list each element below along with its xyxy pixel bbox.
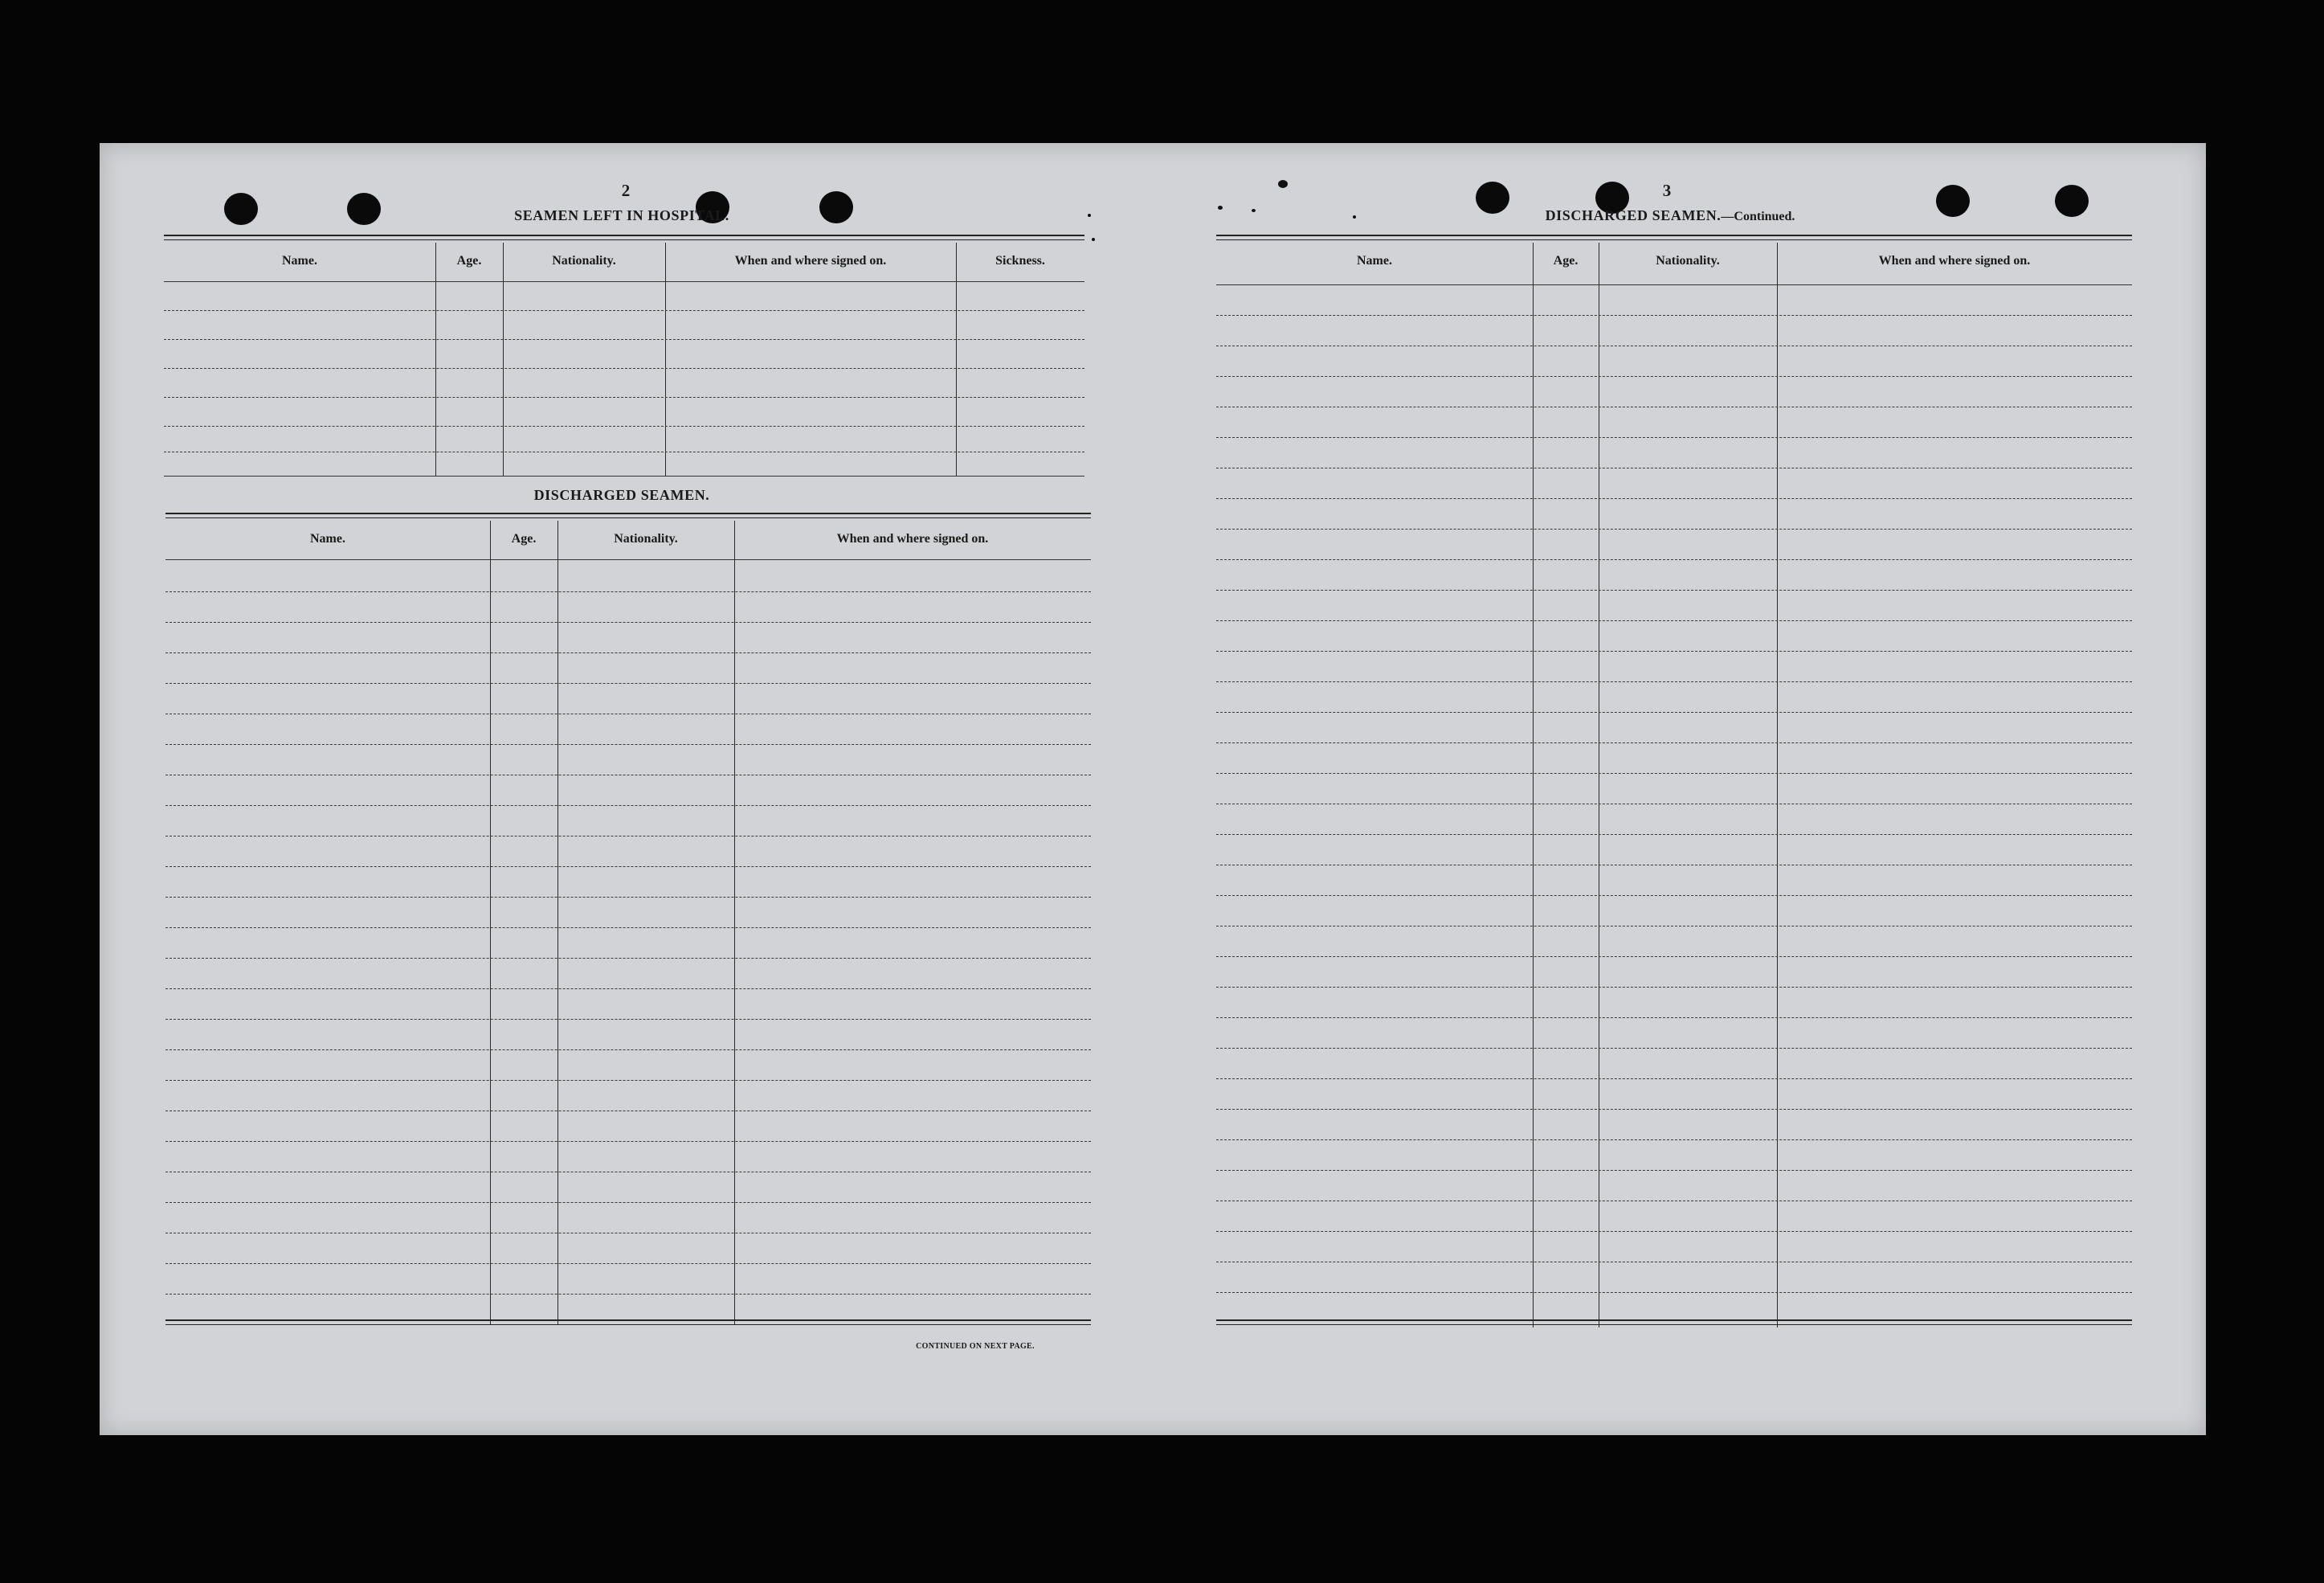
col-header-when-where: When and where signed on. xyxy=(734,254,887,268)
col-header-when-where: When and where signed on. xyxy=(836,532,989,546)
discharged-seamen-title: DISCHARGED SEAMEN. xyxy=(533,487,710,503)
punch-hole xyxy=(347,193,381,225)
punch-hole xyxy=(224,193,258,225)
col-header-name: Name. xyxy=(1357,254,1392,268)
ink-speck xyxy=(1088,214,1091,217)
col-header-sickness: Sickness. xyxy=(995,254,1045,268)
col-header-nationality: Nationality. xyxy=(1656,254,1720,268)
col-header-nationality: Nationality. xyxy=(614,532,678,546)
ink-speck xyxy=(1252,209,1256,212)
left-page-number: 2 xyxy=(621,181,631,200)
col-header-when-where: When and where signed on. xyxy=(1878,254,2031,268)
col-header-nationality: Nationality. xyxy=(552,254,616,268)
hospital-table xyxy=(164,235,1084,484)
right-page-number: 3 xyxy=(1662,181,1672,200)
punch-hole xyxy=(1936,185,1970,217)
title-suffix: —Continued. xyxy=(1721,210,1795,223)
col-header-age: Age. xyxy=(1553,254,1579,268)
seamen-left-in-hospital-title: SEAMEN LEFT IN HOSPITAL. xyxy=(514,207,729,223)
punch-hole xyxy=(2055,185,2089,217)
ink-speck xyxy=(1278,180,1288,188)
discharged-seamen-continued-title xyxy=(1481,207,1859,224)
col-header-age: Age. xyxy=(456,254,482,268)
continued-footer: CONTINUED ON NEXT PAGE. xyxy=(916,1342,1035,1351)
title-main: DISCHARGED SEAMEN. xyxy=(1545,207,1722,223)
ink-speck xyxy=(1218,206,1223,210)
discharged-table-left xyxy=(165,513,1091,1316)
discharged-table-right xyxy=(1216,235,2132,1319)
ink-speck xyxy=(1092,238,1095,241)
col-header-name: Name. xyxy=(282,254,317,268)
col-header-age: Age. xyxy=(511,532,537,546)
ink-speck xyxy=(1353,215,1356,219)
col-header-name: Name. xyxy=(310,532,345,546)
ledger-sheet xyxy=(100,143,2206,1435)
punch-hole xyxy=(819,191,853,223)
